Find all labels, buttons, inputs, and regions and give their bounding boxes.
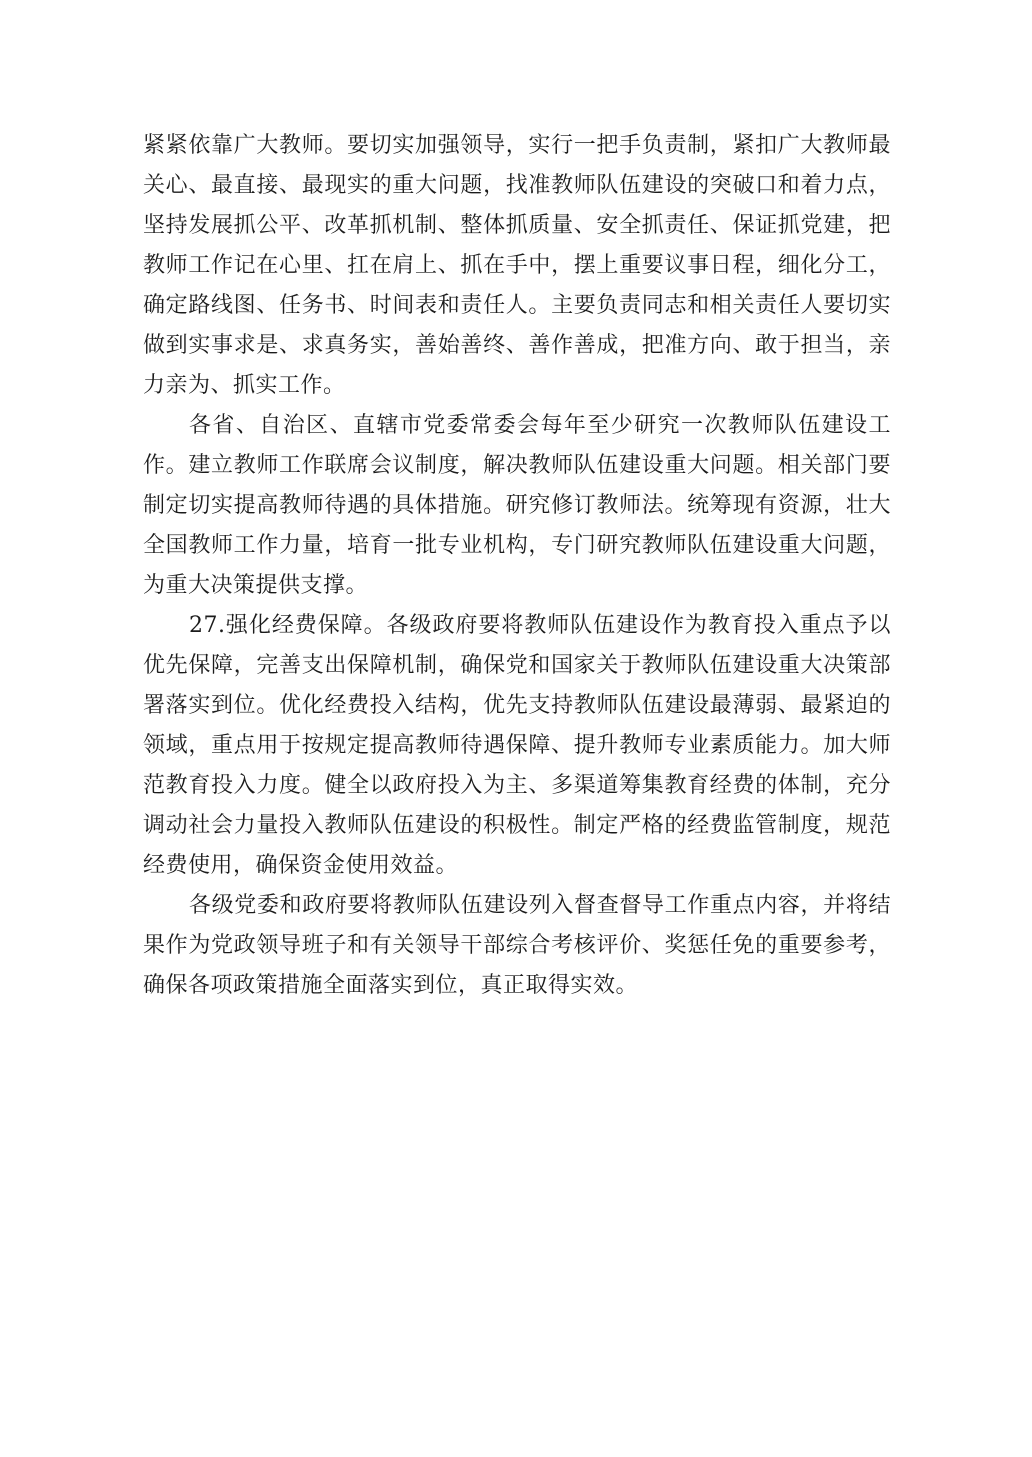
paragraph-funding-guarantee: 27.强化经费保障。各级政府要将教师队伍建设作为教育投入重点予以优先保障，完善支出保障机制，确保党和国家关于教师队伍建设重大决策部署落实到位。优化经费投入结构，优先支持教师队伍建设最薄弱、最紧迫的领域，重点用于按规定提高教师待遇保障、提升教师专业素质能力。加大师范教育投入力度。健全以政府投入为主、多渠道筹集教育经费的体制，充分调动社会力量投入教师队伍建设的积极性。制定严格的经费监管制度，规范经费使用，确保资金使用效益。 [143, 613, 891, 878]
paragraph-supervision: 各级党委和政府要将教师队伍建设列入督查督导工作重点内容，并将结果作为党政领导班子和有关领导干部综合考核评价、奖惩任免的重要参考，确保各项政策措施全面落实到位，真正取得实效。 [143, 893, 891, 998]
paragraph-continuation: 紧紧依靠广大教师。要切实加强领导，实行一把手负责制，紧扣广大教师最关心、最直接、最现实的重大问题，找准教师队伍建设的突破口和着力点，坚持发展抓公平、改革抓机制、整体抓质量、安全抓责任、保证抓党建，把教师工作记在心里、扛在肩上、抓在手中，摆上重要议事日程，细化分工，确定路线图、任务书、时间表和责任人。主要负责同志和相关责任人要切实做到实事求是、求真务实，善始善终、善作善成，把准方向、敢于担当，亲力亲为、抓实工作。 [143, 133, 891, 398]
paragraph-party-committee: 各省、自治区、直辖市党委常委会每年至少研究一次教师队伍建设工作。建立教师工作联席会议制度，解决教师队伍建设重大问题。相关部门要制定切实提高教师待遇的具体措施。研究修订教师法。统筹现有资源，壮大全国教师工作力量，培育一批专业机构，专门研究教师队伍建设重大问题，为重大决策提供支撑。 [143, 413, 891, 598]
document-body [143, 126, 891, 1006]
